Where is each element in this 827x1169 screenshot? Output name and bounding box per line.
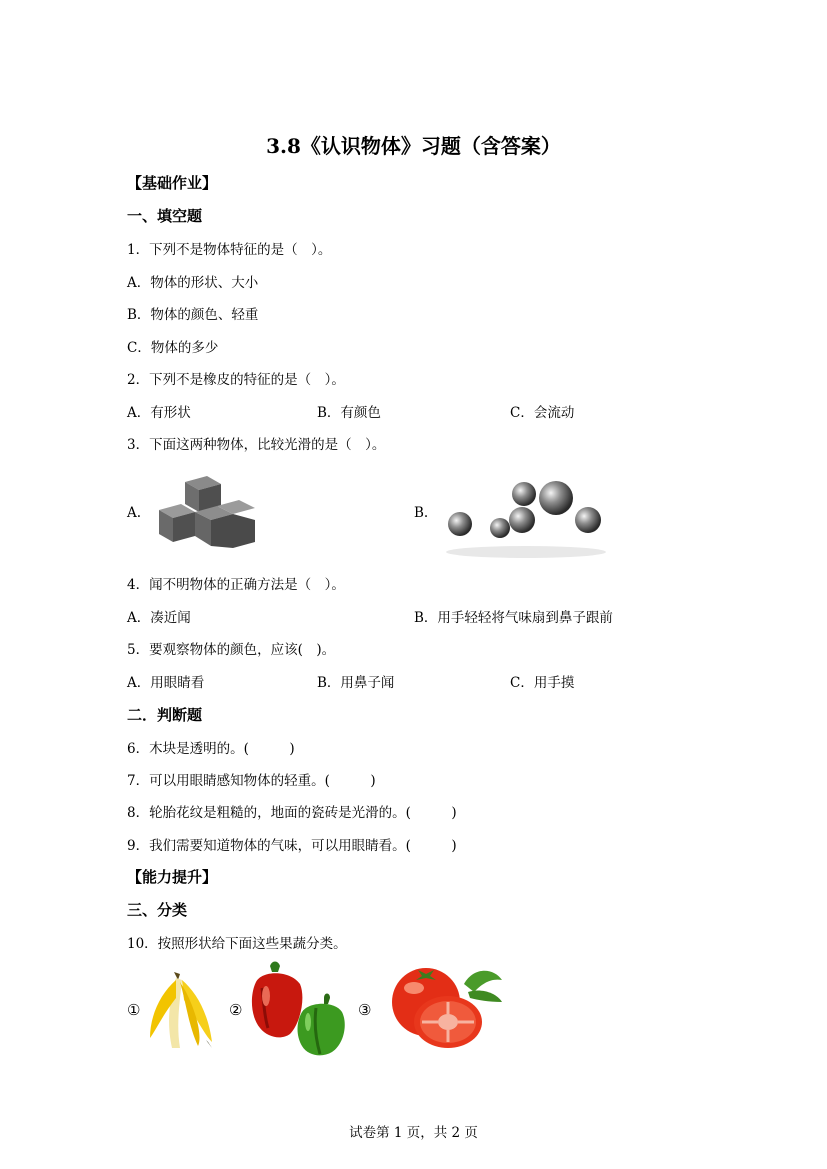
q1-stem: 1．下列不是物体特征的是（ ）。 (127, 242, 332, 258)
q1-option-b: B．物体的颜色、轻重 (127, 307, 259, 323)
q3-stem: 3．下面这两种物体，比较光滑的是（ ）。 (127, 437, 386, 453)
q9: 9．我们需要知道物体的气味，可以用眼睛看。( ) (127, 838, 457, 854)
q1-option-a: A．物体的形状、大小 (127, 275, 259, 291)
q1-option-c: C．物体的多少 (127, 340, 219, 356)
q4-stem: 4．闻不明物体的正确方法是（ ）。 (127, 577, 345, 593)
page-footer: 试卷第 1 页，共 2 页 (349, 1125, 478, 1141)
q2-option-a: A．有形状 (127, 405, 191, 421)
q2-stem: 2．下列不是橡皮的特征的是（ ）。 (127, 372, 345, 388)
page-title: 3.8《认识物体》习题（含答案） (266, 134, 561, 158)
item-number-3: ③ (358, 1001, 372, 1019)
q2-option-b: B．有颜色 (317, 405, 381, 421)
q2-option-c: C．会流动 (510, 405, 575, 421)
q5-option-a: A．用眼睛看 (127, 675, 205, 691)
glass-marbles-image (442, 472, 610, 560)
q6: 6．木块是透明的。( ) (127, 741, 295, 757)
q5-option-c: C．用手摸 (510, 675, 575, 691)
wooden-blocks-image (155, 472, 259, 550)
q7: 7．可以用眼睛感知物体的轻重。( ) (127, 773, 376, 789)
bell-peppers-image (242, 958, 352, 1060)
q4-option-b: B．用手轻轻将气味扇到鼻子跟前 (414, 610, 613, 626)
q3-option-a: A. (127, 505, 142, 521)
q8: 8．轮胎花纹是粗糙的，地面的瓷砖是光滑的。( ) (127, 805, 457, 821)
q4-option-a: A．凑近闻 (127, 610, 191, 626)
q3-option-b: B. (414, 505, 429, 521)
section-classify: 三、分类 (127, 901, 188, 919)
q5-stem: 5．要观察物体的颜色，应该( )。 (127, 642, 336, 658)
section-basic: 【基础作业】 (127, 174, 218, 192)
tomato-image (378, 962, 506, 1054)
q10-stem: 10．按照形状给下面这些果蔬分类。 (127, 936, 347, 952)
banana-image (146, 968, 218, 1052)
section-judge: 二．判断题 (127, 706, 203, 724)
q5-option-b: B．用鼻子闻 (317, 675, 395, 691)
section-ability: 【能力提升】 (127, 868, 218, 886)
item-number-1: ① (127, 1001, 141, 1019)
item-number-2: ② (229, 1001, 243, 1019)
section-fill: 一、填空题 (127, 207, 203, 225)
